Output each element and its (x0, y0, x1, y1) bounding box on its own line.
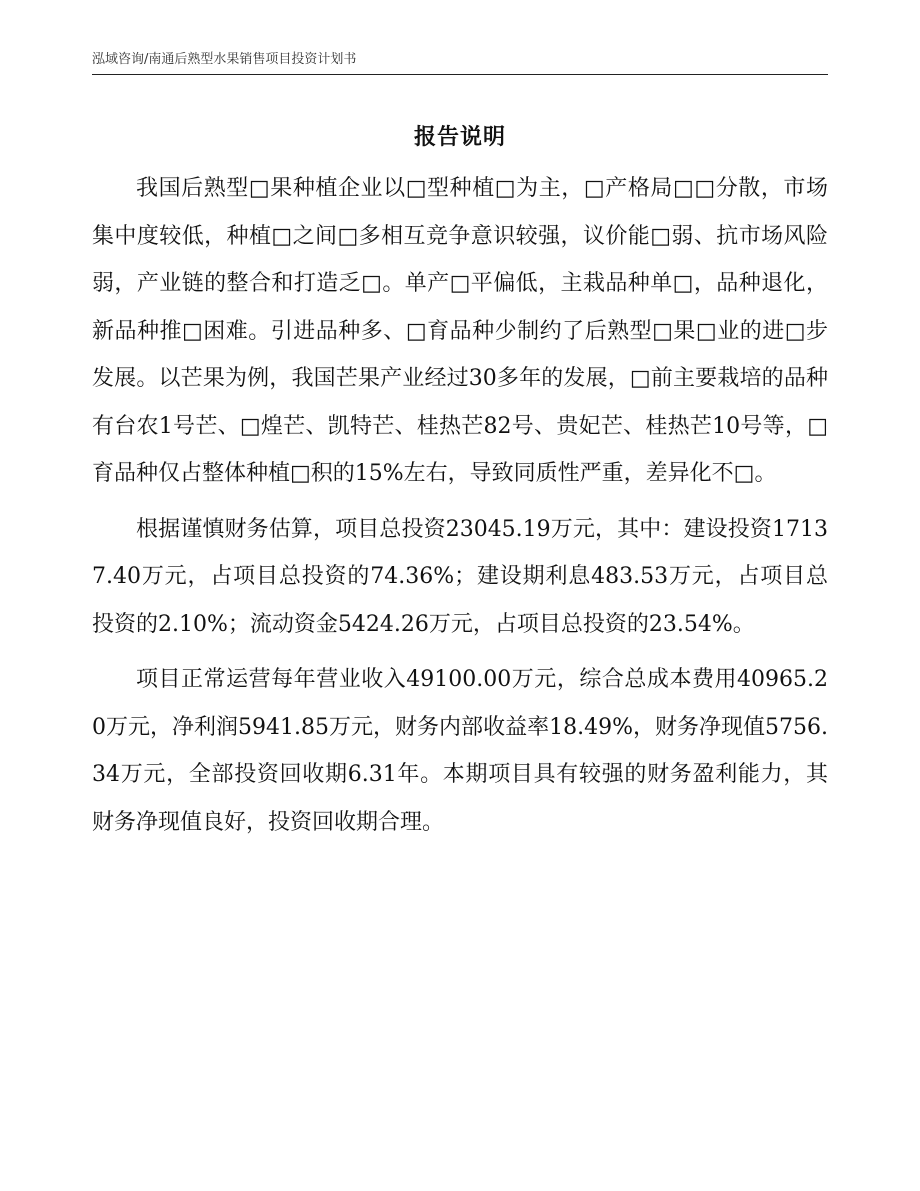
paragraph-investment-estimate: 根据谨慎财务估算，项目总投资23045.19万元，其中：建设投资17137.40万元，占项目总投资的74.36%；建设期利息483.53万元，占项目总投资的2.10%；流动资金5424.26万元，占项目总投资的23.54%。 (92, 516, 828, 637)
page-header: 泓域咨询/南通后熟型水果销售项目投资计划书 (92, 52, 357, 67)
header-divider (92, 74, 828, 75)
paragraph-financial-returns: 项目正常运营每年营业收入49100.00万元，综合总成本费用40965.20万元，净利润5941.85万元，财务内部收益率18.49%，财务净现值5756.34万元，全部投资回收期6.31年。本期项目具有较强的财务盈利能力，其财务净现值良好，投资回收期合理。 (92, 667, 828, 835)
document-body (92, 165, 828, 854)
paragraph-industry-overview: 我国后熟型□果种植企业以□型种植□为主，□产格局□□分散，市场集中度较低，种植□之间□多相互竞争意识较强，议价能□弱、抗市场风险弱，产业链的整合和打造乏□。单产□平偏低，主栽品种单□，品种退化，新品种推□困难。引进品种多、□育品种少制约了后熟型□果□业的进□步发展。以芒果为例，我国芒果产业经过30多年的发展，□前主要栽培的品种有台农1号芒、□煌芒、凯特芒、桂热芒82号、贵妃芒、桂热芒10号等，□育品种仅占整体种植□积的15%左右，导致同质性严重，差异化不□。 (92, 176, 829, 486)
page-title: 报告说明 (413, 125, 506, 150)
